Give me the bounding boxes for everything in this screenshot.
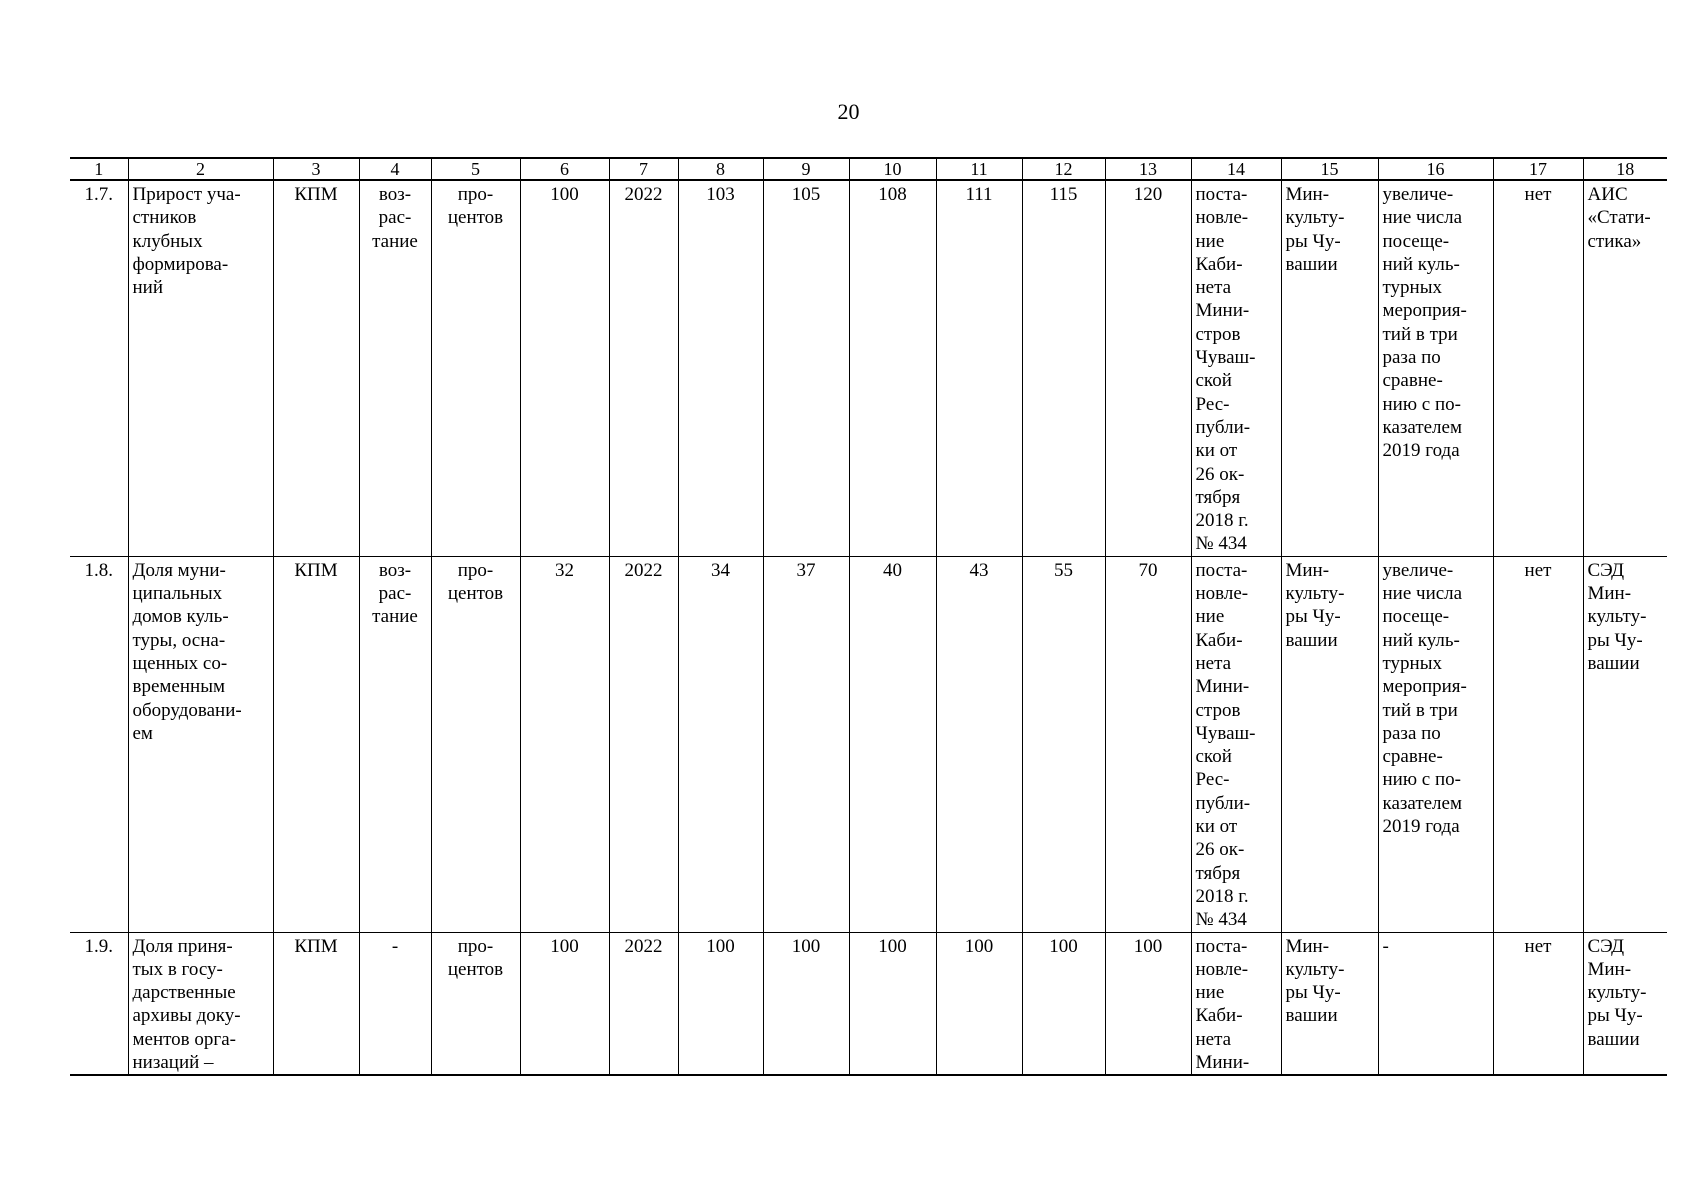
col-num-14: 14 [1191, 158, 1281, 180]
value-col-8: 34 [678, 556, 763, 932]
col-num-10: 10 [849, 158, 936, 180]
indicators-table [70, 157, 1667, 1076]
base-year: 2022 [609, 556, 678, 932]
col-num-1: 1 [70, 158, 128, 180]
unit: про- центов [431, 932, 520, 1075]
base-value: 100 [520, 180, 609, 556]
indicator-type: КПМ [273, 180, 359, 556]
value-col-9: 105 [763, 180, 849, 556]
indicator-direction: - [359, 932, 431, 1075]
col-num-18: 18 [1583, 158, 1667, 180]
responsible-body: Мин- культу- ры Чу- вашии [1281, 932, 1378, 1075]
value-col-10: 108 [849, 180, 936, 556]
page-number: 20 [837, 99, 860, 124]
indicator-name: Доля муни- ципальных домов куль- туры, осна- щенных со- временным оборудовани- ем [128, 556, 273, 932]
document-reference: поста- новле- ние Каби- нета Мини- стров Чуваш- ской Рес- публи- ки от 26 ок- тября 2018 г. № 434 [1191, 556, 1281, 932]
document-reference: поста- новле- ние Каби- нета Мини- стров Чуваш- ской Рес- публи- ки от 26 ок- тября 2018 г. № 434 [1191, 180, 1281, 556]
col-num-3: 3 [273, 158, 359, 180]
col-num-8: 8 [678, 158, 763, 180]
row-id: 1.7. [70, 180, 128, 556]
flag: нет [1493, 180, 1583, 556]
col-num-12: 12 [1022, 158, 1105, 180]
col-num-13: 13 [1105, 158, 1191, 180]
unit: про- центов [431, 556, 520, 932]
indicator-type: КПМ [273, 932, 359, 1075]
indicator-type: КПМ [273, 556, 359, 932]
table-row [70, 180, 1667, 556]
information-system: СЭД Мин- культу- ры Чу- вашии [1583, 932, 1667, 1075]
unit: про- центов [431, 180, 520, 556]
value-col-8: 103 [678, 180, 763, 556]
goal-relation: - [1378, 932, 1493, 1075]
document-reference: поста- новле- ние Каби- нета Мини- [1191, 932, 1281, 1075]
col-num-7: 7 [609, 158, 678, 180]
value-col-11: 111 [936, 180, 1022, 556]
value-col-12: 100 [1022, 932, 1105, 1075]
col-num-9: 9 [763, 158, 849, 180]
base-year: 2022 [609, 932, 678, 1075]
row-id: 1.8. [70, 556, 128, 932]
indicator-name: Доля приня- тых в госу- дарственные архивы доку- ментов орга- низаций – [128, 932, 273, 1075]
base-year: 2022 [609, 180, 678, 556]
information-system: АИС «Стати- стика» [1583, 180, 1667, 556]
value-col-12: 55 [1022, 556, 1105, 932]
flag: нет [1493, 556, 1583, 932]
indicator-direction: воз- рас- тание [359, 180, 431, 556]
information-system: СЭД Мин- культу- ры Чу- вашии [1583, 556, 1667, 932]
col-num-4: 4 [359, 158, 431, 180]
col-num-16: 16 [1378, 158, 1493, 180]
value-col-13: 100 [1105, 932, 1191, 1075]
column-number-row [70, 158, 1667, 180]
col-num-5: 5 [431, 158, 520, 180]
base-value: 100 [520, 932, 609, 1075]
base-value: 32 [520, 556, 609, 932]
flag: нет [1493, 932, 1583, 1075]
indicator-name: Прирост уча- стников клубных формирова- ний [128, 180, 273, 556]
value-col-12: 115 [1022, 180, 1105, 556]
goal-relation: увеличе- ние числа посеще- ний куль- турных мероприя- тий в три раза по сравне- нию с по- казателем 2019 года [1378, 180, 1493, 556]
value-col-10: 100 [849, 932, 936, 1075]
col-num-6: 6 [520, 158, 609, 180]
row-id: 1.9. [70, 932, 128, 1075]
indicator-direction: воз- рас- тание [359, 556, 431, 932]
col-num-15: 15 [1281, 158, 1378, 180]
value-col-11: 43 [936, 556, 1022, 932]
value-col-13: 120 [1105, 180, 1191, 556]
responsible-body: Мин- культу- ры Чу- вашии [1281, 556, 1378, 932]
table-row [70, 556, 1667, 932]
col-num-17: 17 [1493, 158, 1583, 180]
value-col-8: 100 [678, 932, 763, 1075]
value-col-9: 37 [763, 556, 849, 932]
value-col-10: 40 [849, 556, 936, 932]
col-num-2: 2 [128, 158, 273, 180]
responsible-body: Мин- культу- ры Чу- вашии [1281, 180, 1378, 556]
col-num-11: 11 [936, 158, 1022, 180]
value-col-13: 70 [1105, 556, 1191, 932]
value-col-11: 100 [936, 932, 1022, 1075]
goal-relation: увеличе- ние числа посеще- ний куль- турных мероприя- тий в три раза по сравне- нию с по- казателем 2019 года [1378, 556, 1493, 932]
value-col-9: 100 [763, 932, 849, 1075]
table-row [70, 932, 1667, 1075]
